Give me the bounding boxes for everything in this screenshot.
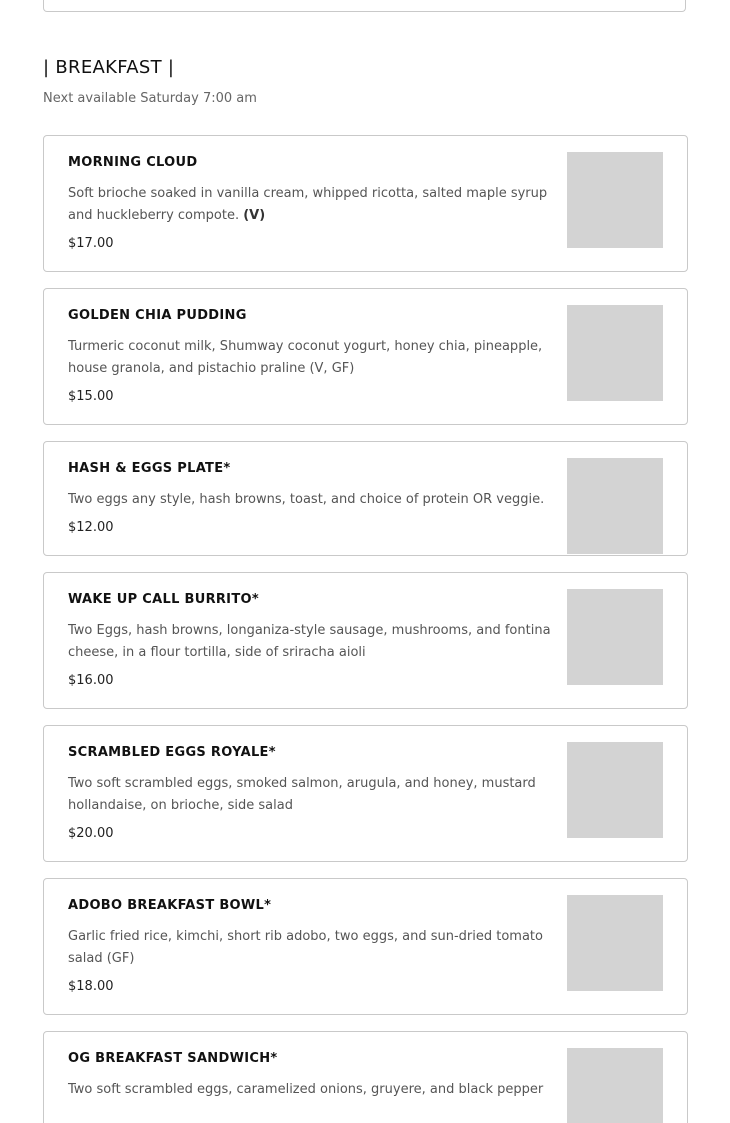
item-description: Garlic fried rice, kimchi, short rib adobo, two eggs, and sun-dried tomato salad (GF): [68, 929, 543, 966]
item-price: $17.00: [68, 236, 114, 251]
item-image-placeholder: [567, 458, 663, 554]
item-name: ADOBO BREAKFAST BOWL*: [68, 898, 272, 913]
menu-item-card[interactable]: [43, 135, 688, 272]
item-price: $12.00: [68, 520, 114, 535]
item-name: WAKE UP CALL BURRITO*: [68, 592, 259, 607]
menu-item-card[interactable]: [43, 288, 688, 425]
item-price: $20.00: [68, 826, 114, 841]
section-title: | BREAKFAST |: [43, 57, 175, 78]
item-dietary-tag: (V): [243, 208, 266, 223]
item-name: MORNING CLOUD: [68, 155, 198, 170]
item-description: Soft brioche soaked in vanilla cream, whipped ricotta, salted maple syrup and huckleberry compote. (V): [68, 186, 548, 223]
menu-item-list: [43, 135, 688, 1123]
item-description: Two soft scrambled eggs, caramelized onions, gruyere, and black pepper: [68, 1082, 544, 1097]
item-price: $15.00: [68, 389, 114, 404]
menu-item-card[interactable]: [43, 441, 688, 556]
item-name: SCRAMBLED EGGS ROYALE*: [68, 745, 276, 760]
item-description: Two eggs any style, hash browns, toast, and choice of protein OR veggie.: [68, 492, 545, 507]
item-image-placeholder: [567, 305, 663, 401]
menu-item-card[interactable]: [43, 572, 688, 709]
previous-menu-card[interactable]: [43, 0, 686, 12]
item-description: Two Eggs, hash browns, longaniza-style sausage, mushrooms, and fontina cheese, in a flour tortilla, side of sriracha aioli: [68, 623, 551, 660]
item-description: Two soft scrambled eggs, smoked salmon, arugula, and honey, mustard hollandaise, on brioche, side salad: [68, 776, 536, 813]
item-image-placeholder: [567, 1048, 663, 1123]
menu-item-card[interactable]: [43, 725, 688, 862]
item-image-placeholder: [567, 589, 663, 685]
item-price: $16.00: [68, 673, 114, 688]
item-image-placeholder: [567, 742, 663, 838]
item-name: OG BREAKFAST SANDWICH*: [68, 1051, 278, 1066]
item-name: HASH & EGGS PLATE*: [68, 461, 231, 476]
menu-item-card[interactable]: [43, 878, 688, 1015]
item-description: Turmeric coconut milk, Shumway coconut yogurt, honey chia, pineapple, house granola, and pistachio praline (V, GF): [68, 339, 543, 376]
item-image-placeholder: [567, 152, 663, 248]
item-price: $18.00: [68, 979, 114, 994]
item-name: GOLDEN CHIA PUDDING: [68, 308, 247, 323]
menu-item-card[interactable]: [43, 1031, 688, 1123]
item-image-placeholder: [567, 895, 663, 991]
availability-text: Next available Saturday 7:00 am: [43, 91, 257, 106]
